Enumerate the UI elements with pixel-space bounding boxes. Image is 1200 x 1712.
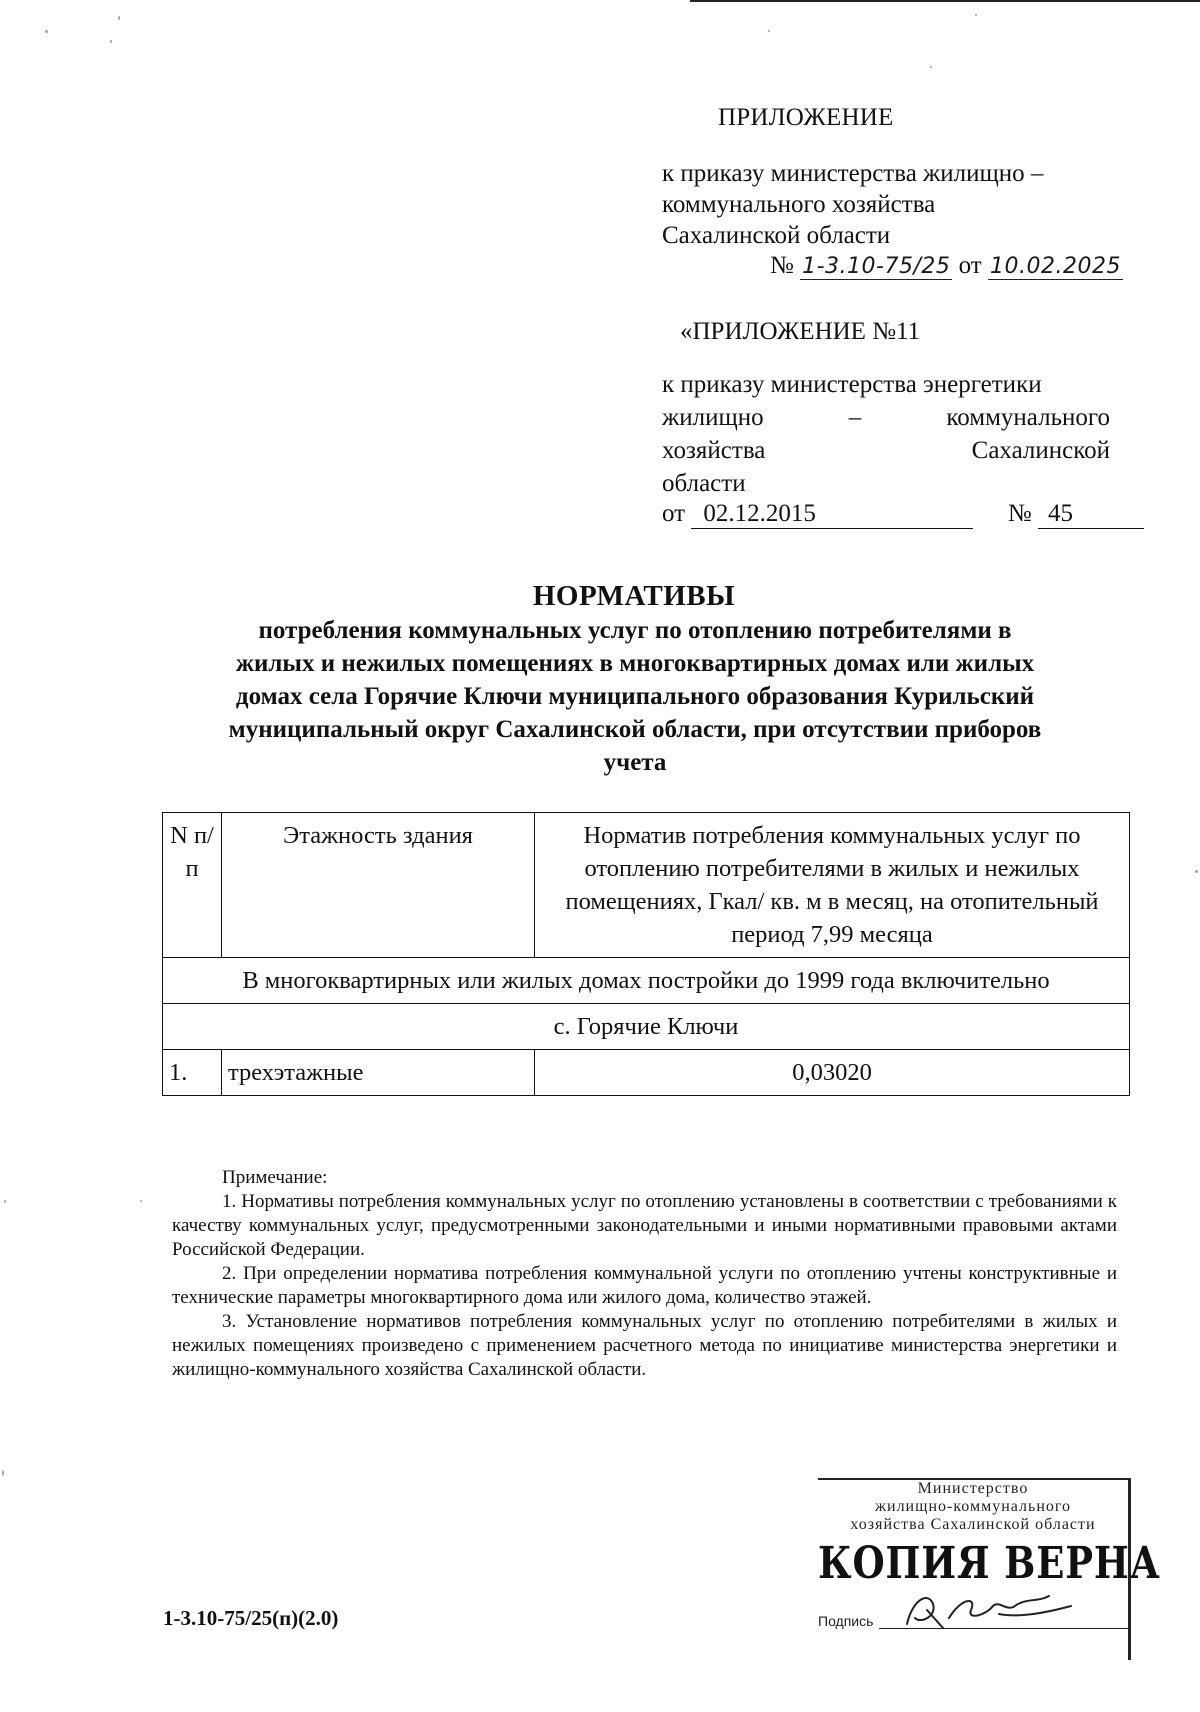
table-row bbox=[163, 1050, 1130, 1096]
header-floors: Этажность здания bbox=[222, 813, 535, 958]
appendix11-word: хозяйства bbox=[662, 437, 766, 464]
scan-speck bbox=[975, 14, 977, 16]
signature-line bbox=[879, 1598, 1128, 1629]
scan-speck bbox=[930, 66, 932, 68]
note-item: 1. Нормативы потребления коммунальных услуг по отоплению установлены в соответствии с требованиями к качеству коммунальных услуг, предусмотренными законодательными и иными нормативными правовыми актами Российской Федерации. bbox=[172, 1191, 1117, 1260]
header-norm: Норматив потребления коммунальных услуг по отоплению потребителями в жилых и нежилых помещениях, Гкал/ кв. м в месяц, на отопительный период 7,99 месяца bbox=[535, 813, 1130, 958]
section-title: В многоквартирных или жилых домах постройки до 1999 года включительно bbox=[163, 958, 1130, 1004]
scan-speck bbox=[45, 30, 48, 33]
appendix-reference bbox=[662, 158, 1043, 251]
scan-edge-line bbox=[690, 0, 1200, 2]
appendix11-word: Сахалинской bbox=[971, 437, 1110, 464]
table-header-row bbox=[163, 813, 1130, 958]
table-section-row bbox=[163, 958, 1130, 1004]
table-locality-row bbox=[163, 1004, 1130, 1050]
scan-speck bbox=[4, 1200, 6, 1203]
subtitle-line: муниципальный округ Сахалинской области, при отсутствии приборов bbox=[228, 716, 1042, 743]
notes-heading: Примечание: bbox=[222, 1167, 328, 1188]
appendix-title: ПРИЛОЖЕНИЕ bbox=[718, 104, 894, 131]
note-item: 3. Установление нормативов потребления коммунальных услуг по отоплению потребителями в жилых и нежилых помещениях произведено с применением расчетного метода по инициативе министерства энергетики и жилищно-коммунального хозяйства Сахалинской области. bbox=[172, 1311, 1117, 1380]
document-code: 1-3.10-75/25(п)(2.0) bbox=[163, 1606, 339, 1630]
subtitle-line: учета bbox=[603, 749, 667, 776]
subtitle-line: домах села Горячие Ключи муниципального образования Курильский bbox=[235, 683, 1035, 710]
row-num: 1. bbox=[163, 1050, 222, 1096]
scan-speck bbox=[110, 40, 112, 43]
note-item: 2. При определении норматива потребления коммунальной услуги по отоплению учтены конструктивные и технические параметры многоквартирного дома или жилого дома, количество этажей. bbox=[172, 1263, 1117, 1308]
scan-speck bbox=[2, 1470, 4, 1476]
appendix-ref-line: коммунального хозяйства bbox=[662, 191, 936, 218]
appendix11-reference bbox=[662, 368, 1110, 500]
stamp-signature-row bbox=[818, 1598, 1128, 1629]
certified-copy-stamp bbox=[818, 1478, 1161, 1660]
appendix11-date-line bbox=[662, 500, 1110, 529]
appendix11-title: «ПРИЛОЖЕНИЕ №11 bbox=[680, 318, 921, 345]
notes-section bbox=[172, 1166, 1117, 1382]
row-value: 0,03020 bbox=[535, 1050, 1130, 1096]
date-value: 02.12.2015 bbox=[691, 500, 973, 529]
header-num: N п/п bbox=[163, 813, 222, 958]
appendix11-line: к приказу министерства энергетики bbox=[662, 371, 1042, 398]
order-date-prefix: от bbox=[958, 252, 982, 279]
appendix11-line bbox=[662, 434, 1110, 467]
number-prefix: № bbox=[1007, 500, 1032, 527]
signature-icon bbox=[899, 1588, 1079, 1632]
order-number-line bbox=[770, 252, 1123, 280]
locality-title: с. Горячие Ключи bbox=[163, 1004, 1130, 1050]
appendix-ref-line: к приказу министерства жилищно – bbox=[662, 160, 1044, 187]
appendix11-word: коммунального bbox=[946, 404, 1110, 431]
appendix11-line bbox=[662, 401, 1110, 434]
scan-speck bbox=[140, 1200, 142, 1202]
scan-speck bbox=[768, 30, 770, 32]
scan-speck bbox=[1195, 870, 1198, 873]
stamp-line: жилищно-коммунального bbox=[874, 1498, 1072, 1515]
document-subtitle bbox=[165, 614, 1105, 779]
appendix11-word: жилищно bbox=[662, 404, 764, 431]
appendix-ref-line: Сахалинской области bbox=[662, 222, 891, 249]
stamp-line: Министерство bbox=[917, 1480, 1029, 1497]
order-date-handwritten: 10.02.2025 bbox=[989, 254, 1121, 279]
stamp-main-text: КОПИЯ ВЕРНА bbox=[818, 1538, 1161, 1589]
number-value: 45 bbox=[1038, 500, 1144, 529]
appendix11-line: области bbox=[662, 470, 746, 497]
row-floors: трехэтажные bbox=[222, 1050, 535, 1096]
order-no-handwritten: 1-3.10-75/25 bbox=[802, 254, 951, 279]
document-title: НОРМАТИВЫ bbox=[532, 580, 736, 612]
subtitle-line: жилых и нежилых помещениях в многоквартирных домах или жилых bbox=[235, 650, 1035, 677]
appendix11-dash: – bbox=[848, 404, 862, 431]
stamp-line: хозяйства Сахалинской области bbox=[850, 1516, 1096, 1533]
order-no-prefix: № bbox=[770, 252, 794, 279]
date-prefix: от bbox=[662, 500, 686, 527]
scan-speck bbox=[118, 16, 120, 20]
norms-table bbox=[162, 812, 1130, 1096]
subtitle-line: потребления коммунальных услуг по отоплению потребителями в bbox=[258, 617, 1012, 644]
signature-label: Подпись bbox=[818, 1613, 874, 1629]
